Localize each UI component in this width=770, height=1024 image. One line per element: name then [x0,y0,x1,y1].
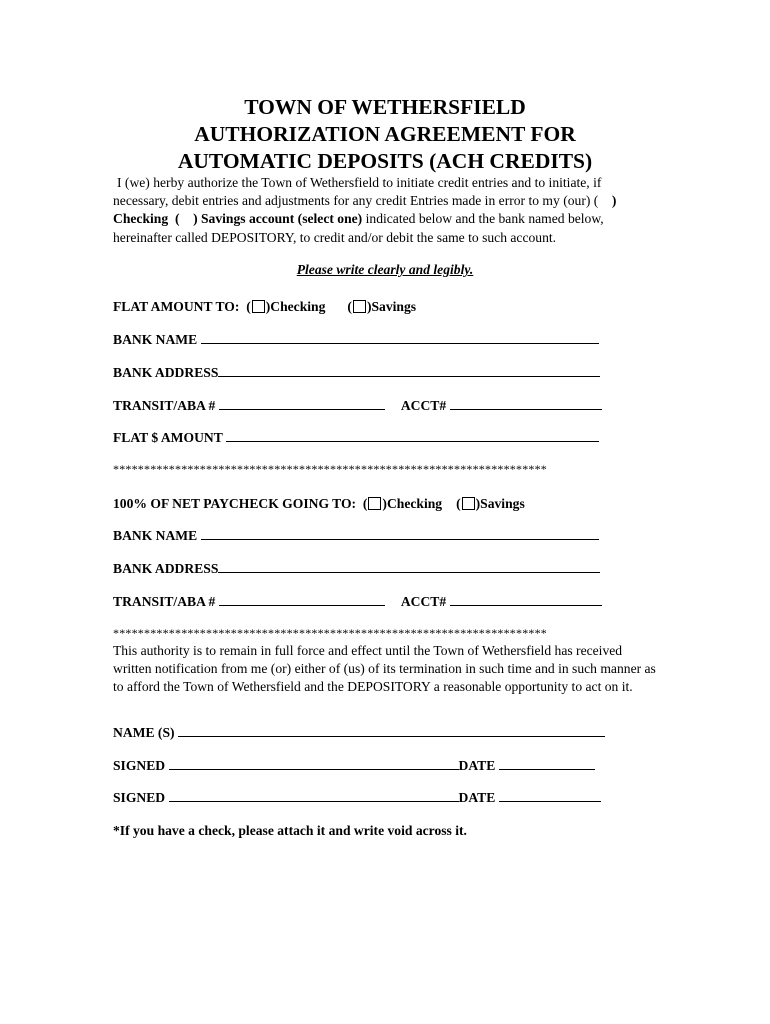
flat-acct-field[interactable] [450,398,602,410]
flat-transit-label: TRANSIT/ABA # [113,398,216,413]
intro-text-1: I (we) herby authorize the Town of Wethersfield to initiate credit entries and to initiate, if necessary, debit entries and adjustments for any credit Entries made in error to my (our) ( [113,175,602,209]
flat-dollar-amount-label: FLAT $ AMOUNT [113,430,223,445]
flat-amount-label: FLAT AMOUNT TO: [113,299,240,314]
flat-bank-name-label: BANK NAME [113,332,198,347]
flat-transit-row [113,397,602,415]
flat-bank-name-field[interactable] [201,332,599,344]
names-field[interactable] [178,725,605,737]
signed-label-2: SIGNED [113,790,166,805]
net-paycheck-row: 100% OF NET PAYCHECK GOING TO: ( )Checking ( )Savings [113,496,525,511]
net-transit-label: TRANSIT/ABA # [113,594,216,609]
signed-label-1: SIGNED [113,758,166,773]
net-bank-address-field[interactable] [218,561,600,573]
net-transit-row [113,593,602,611]
net-acct-field[interactable] [450,594,602,606]
footer-note: *If you have a check, please attach it and write void across it. [113,823,467,838]
title-line-3: AUTOMATIC DEPOSITS (ACH CREDITS) [177,149,593,173]
net-bank-name-row [113,527,599,545]
net-transit-field[interactable] [219,594,385,606]
flat-checking-checkbox[interactable] [252,300,265,313]
intro-text-2: indicated below and the bank named below, hereinafter called DEPOSITORY, to credit and/or debit the same to such account. [113,211,604,245]
flat-bank-name-row [113,331,599,349]
net-checking-label: Checking [386,496,443,511]
net-savings-checkbox[interactable] [462,497,475,510]
intro-paragraph [113,174,658,247]
signed-row-2 [113,789,601,807]
flat-savings-checkbox[interactable] [353,300,366,313]
net-bank-name-label: BANK NAME [113,528,198,543]
flat-amount-row: FLAT AMOUNT TO: ( )Checking ( )Savings [113,299,417,314]
names-label: NAME (S) [113,725,175,740]
intro-paren: ( [174,211,180,227]
signed-field-1[interactable] [169,758,459,770]
title-line-1: TOWN OF WETHERSFIELD [244,95,526,119]
authority-paragraph: This authority is to remain in full force and effect until the Town of Wethersfield has received written notification from me (or) either of (us) of its termination in such time and in such manner as to afford the Town of Wethersfield and the DEPOSITORY a reasonable opportunity to act on it. [113,643,656,695]
separator-1: ********************************************************************** [113,462,547,476]
net-savings-label: Savings [480,496,525,511]
date-field-2[interactable] [499,790,601,802]
flat-acct-label: ACCT# [400,398,447,413]
net-paycheck-label: 100% OF NET PAYCHECK GOING TO: [113,496,357,511]
date-label-2: DATE [458,790,496,805]
instruction-text: Please write clearly and legibly. [296,262,474,277]
intro-checking: ) Checking [113,193,617,227]
names-row [113,724,605,742]
flat-bank-address-field[interactable] [218,365,600,377]
flat-transit-field[interactable] [219,398,385,410]
flat-savings-label: Savings [371,299,417,314]
signed-row-1 [113,757,595,775]
flat-bank-address-row [113,364,600,382]
flat-dollar-amount-field[interactable] [226,430,599,442]
net-checking-checkbox[interactable] [368,497,381,510]
flat-bank-address-label: BANK ADDRESS [113,365,219,380]
net-bank-address-row [113,560,600,578]
title-line-2: AUTHORIZATION AGREEMENT FOR [194,122,576,146]
intro-savings: ) Savings account (select one) [193,211,363,227]
separator-2: ********************************************************************** [113,626,547,640]
date-label-1: DATE [458,758,496,773]
net-bank-name-field[interactable] [201,528,599,540]
date-field-1[interactable] [499,758,595,770]
flat-checking-label: Checking [270,299,326,314]
flat-amount-value-row [113,429,599,447]
net-bank-address-label: BANK ADDRESS [113,561,219,576]
net-acct-label: ACCT# [400,594,447,609]
signed-field-2[interactable] [169,790,459,802]
